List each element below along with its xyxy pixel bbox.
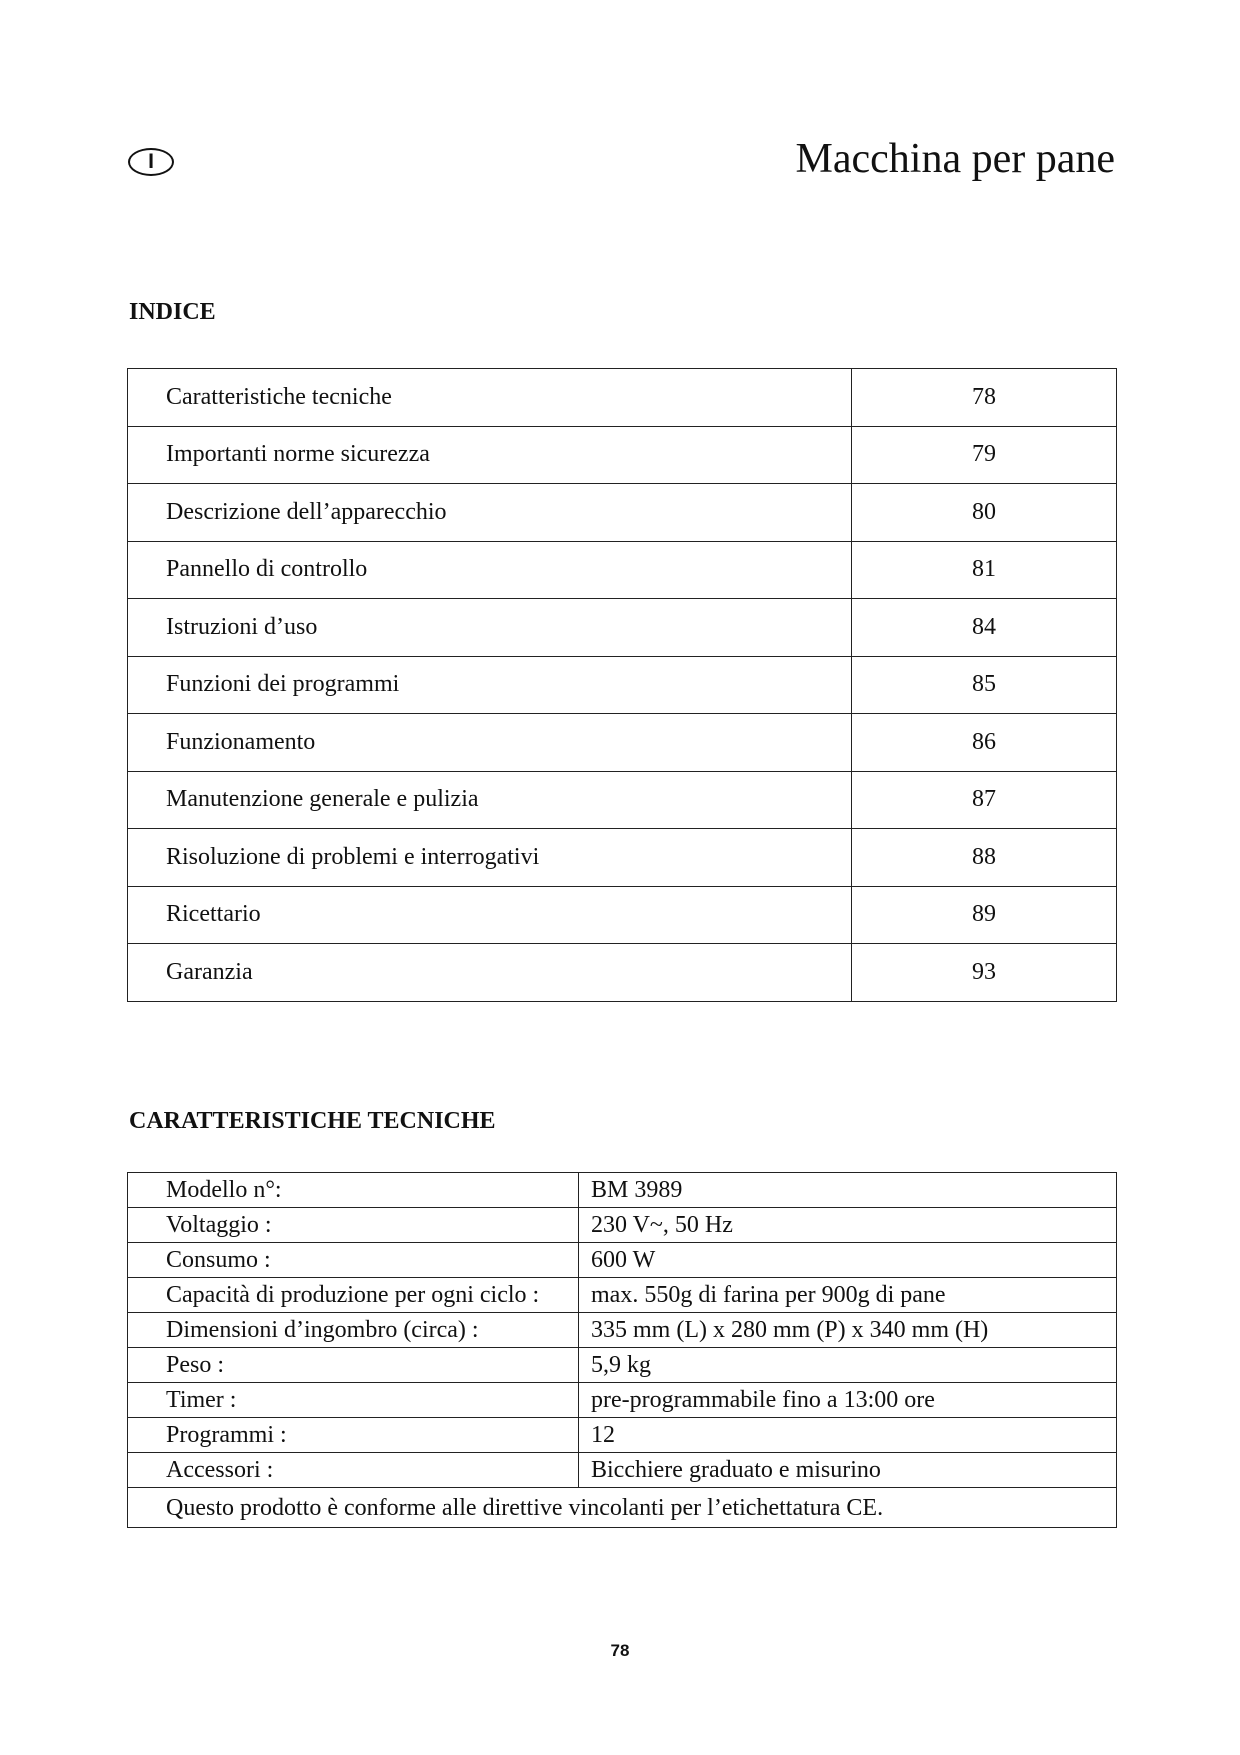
spec-value: 230 V~, 50 Hz: [579, 1208, 1117, 1243]
index-entry-title: Istruzioni d’uso: [128, 599, 852, 657]
index-entry-title: Funzionamento: [128, 714, 852, 772]
spec-label: Voltaggio :: [128, 1208, 579, 1243]
index-entry-title: Manutenzione generale e pulizia: [128, 771, 852, 829]
spec-row: [128, 1383, 1117, 1418]
specs-heading: CARATTERISTICHE TECNICHE: [129, 1108, 496, 1134]
spec-value: 600 W: [579, 1243, 1117, 1278]
spec-note-row: [128, 1488, 1117, 1528]
index-entry-title: Descrizione dell’apparecchio: [128, 484, 852, 542]
spec-row: [128, 1243, 1117, 1278]
spec-value: max. 550g di farina per 900g di pane: [579, 1278, 1117, 1313]
spec-value: 12: [579, 1418, 1117, 1453]
index-row: [128, 829, 1117, 887]
index-entry-page: 79: [852, 426, 1117, 484]
index-row: [128, 484, 1117, 542]
page-number: 78: [610, 1641, 630, 1660]
index-row: [128, 944, 1117, 1002]
index-row: [128, 886, 1117, 944]
spec-value: 5,9 kg: [579, 1348, 1117, 1383]
spec-value: pre-programmabile fino a 13:00 ore: [579, 1383, 1117, 1418]
index-entry-title: Funzioni dei programmi: [128, 656, 852, 714]
spec-row: [128, 1208, 1117, 1243]
index-row: [128, 599, 1117, 657]
specs-table: [127, 1172, 1117, 1528]
spec-row: [128, 1348, 1117, 1383]
index-entry-title: Caratteristiche tecniche: [128, 369, 852, 427]
index-entry-page: 78: [852, 369, 1117, 427]
index-entry-page: 80: [852, 484, 1117, 542]
spec-label: Accessori :: [128, 1453, 579, 1488]
spec-row: [128, 1173, 1117, 1208]
spec-row: [128, 1418, 1117, 1453]
spec-label: Modello n°:: [128, 1173, 579, 1208]
index-entry-page: 87: [852, 771, 1117, 829]
spec-label: Programmi :: [128, 1418, 579, 1453]
index-row: [128, 656, 1117, 714]
index-entry-page: 85: [852, 656, 1117, 714]
index-entry-title: Ricettario: [128, 886, 852, 944]
spec-label: Consumo :: [128, 1243, 579, 1278]
language-badge: I: [128, 148, 174, 176]
spec-value: BM 3989: [579, 1173, 1117, 1208]
index-entry-title: Importanti norme sicurezza: [128, 426, 852, 484]
index-entry-title: Risoluzione di problemi e interrogativi: [128, 829, 852, 887]
index-heading: INDICE: [129, 299, 216, 325]
spec-row: [128, 1278, 1117, 1313]
ce-compliance-note: Questo prodotto è conforme alle direttive vincolanti per l’etichettatura CE.: [128, 1488, 1117, 1528]
spec-label: Capacità di produzione per ogni ciclo :: [128, 1278, 579, 1313]
spec-row: [128, 1313, 1117, 1348]
index-row: [128, 426, 1117, 484]
spec-label: Peso :: [128, 1348, 579, 1383]
index-row: [128, 714, 1117, 772]
index-entry-page: 84: [852, 599, 1117, 657]
index-row: [128, 369, 1117, 427]
spec-value: 335 mm (L) x 280 mm (P) x 340 mm (H): [579, 1313, 1117, 1348]
spec-label: Timer :: [128, 1383, 579, 1418]
index-row: [128, 541, 1117, 599]
index-entry-page: 93: [852, 944, 1117, 1002]
index-table: [127, 368, 1117, 1002]
index-row: [128, 771, 1117, 829]
index-entry-page: 86: [852, 714, 1117, 772]
document-title: Macchina per pane: [795, 136, 1115, 182]
index-entry-page: 88: [852, 829, 1117, 887]
index-entry-title: Garanzia: [128, 944, 852, 1002]
index-entry-page: 81: [852, 541, 1117, 599]
index-entry-page: 89: [852, 886, 1117, 944]
spec-label: Dimensioni d’ingombro (circa) :: [128, 1313, 579, 1348]
spec-value: Bicchiere graduato e misurino: [579, 1453, 1117, 1488]
spec-row: [128, 1453, 1117, 1488]
index-entry-title: Pannello di controllo: [128, 541, 852, 599]
